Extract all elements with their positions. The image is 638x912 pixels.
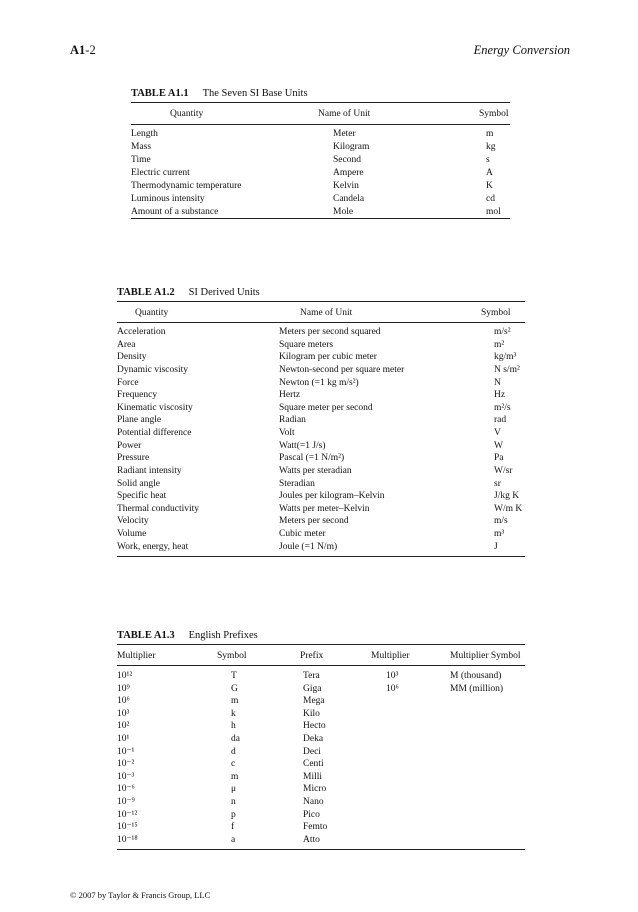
table-cell: Volt [279, 428, 295, 439]
table-cell: m² [494, 339, 505, 350]
column-header: Prefix [300, 651, 324, 661]
table-cell: m/s² [494, 327, 511, 337]
table-cell: 10¹ [117, 734, 130, 744]
rule [117, 644, 525, 645]
table-cell: Deka [303, 734, 324, 744]
table-cell: Solid angle [117, 478, 161, 489]
table-cell: Milli [303, 771, 323, 782]
table-cell: Area [117, 339, 136, 350]
table-cell: Kilogram [333, 142, 370, 152]
table-cell: f [231, 822, 235, 833]
table-cell: Amount of a substance [131, 207, 219, 217]
table-cell: Length [131, 129, 158, 139]
table-cell: 10⁶ [117, 696, 130, 707]
table-cell: Watt(=1 J/s) [279, 440, 326, 451]
table-cell: 10⁻⁶ [117, 784, 135, 795]
table-cell: Steradian [279, 478, 315, 489]
table-cell: 10⁻³ [117, 771, 135, 782]
table-cell: m [231, 696, 239, 707]
table-cell: 10³ [386, 671, 399, 681]
table-cell: Hertz [279, 390, 301, 401]
table-cell: 10⁻¹² [117, 809, 138, 820]
table-cell: Giga [303, 683, 322, 694]
table-cell: Newton (=1 kg m/s²) [279, 377, 359, 388]
table-cell: T [231, 671, 237, 681]
table-cell: Cubic meter [279, 529, 326, 540]
table-a1-3-caption: TABLE A1.3 English Prefixes [117, 630, 258, 641]
table-cell: p [231, 809, 236, 820]
table-cell: c [231, 759, 236, 770]
table-cell: Dynamic viscosity [117, 364, 188, 375]
table-cell: Joules per kilogram–Kelvin [279, 491, 385, 502]
column-header: Quantity [135, 308, 169, 318]
table-cell: A [486, 168, 493, 178]
table-cell: Specific heat [117, 491, 167, 502]
table-cell: 10⁻¹⁵ [117, 822, 138, 833]
table-cell: Femto [303, 822, 328, 833]
table-cell: m²/s [494, 402, 511, 413]
table-cell: Pa [494, 453, 504, 464]
table-cell: 10⁻¹ [117, 746, 135, 757]
table-cell: J [494, 541, 498, 552]
table-cell: Pascal (=1 N/m²) [279, 453, 345, 464]
table-cell: J/kg K [494, 491, 520, 502]
table-cell: Meters per second squared [279, 327, 381, 337]
table-cell: Centi [303, 759, 324, 770]
table-cell: K [486, 181, 493, 191]
table-cell: Newton-second per square meter [279, 364, 405, 375]
table-cell: Density [117, 352, 147, 363]
table-cell: Square meter per second [279, 402, 373, 413]
table-cell: Plane angle [117, 415, 162, 426]
table-cell: sr [494, 478, 501, 489]
rule [131, 218, 510, 219]
rule [117, 556, 525, 557]
rule [117, 301, 525, 302]
column-header: Symbol [479, 109, 509, 119]
column-header: Name of Unit [300, 308, 353, 318]
table-cell: V [494, 428, 501, 439]
table-cell: Meter [333, 129, 356, 139]
table-cell: Tera [303, 671, 320, 681]
table-cell: Luminous intensity [131, 194, 205, 204]
table-cell: Thermal conductivity [117, 503, 200, 514]
column-header: Multiplier [371, 651, 410, 661]
table-cell: Ampere [333, 168, 364, 178]
table-cell: N [494, 377, 501, 388]
table-cell: N s/m² [494, 364, 520, 375]
column-header: Multiplier Symbol [450, 651, 521, 661]
table-a1-2-caption: TABLE A1.2 SI Derived Units [117, 287, 260, 298]
table-cell: Work, energy, heat [117, 541, 189, 552]
table-cell: Kilogram per cubic meter [279, 352, 377, 363]
table-cell: Velocity [117, 516, 149, 527]
rule [117, 849, 525, 850]
table-cell: Electric current [131, 168, 190, 178]
page-number: A1-2 [70, 43, 96, 57]
column-header: Quantity [170, 109, 204, 119]
table-cell: Micro [303, 784, 327, 795]
table-cell: G [231, 683, 238, 694]
table-cell: kg/m³ [494, 352, 517, 363]
rule [131, 124, 510, 125]
table-cell: Hecto [303, 721, 326, 732]
running-head-title: Energy Conversion [473, 43, 570, 57]
table-cell: Frequency [117, 390, 158, 401]
table-cell: 10¹² [117, 671, 133, 681]
table-cell: Kilo [303, 708, 320, 719]
table-cell: h [231, 721, 236, 732]
table-cell: 10⁻¹⁸ [117, 834, 138, 845]
table-cell: Mass [131, 142, 152, 152]
table-cell: M (thousand) [450, 671, 502, 681]
table-cell: μ [231, 784, 237, 795]
table-cell: rad [494, 415, 507, 426]
table-cell: m/s [494, 516, 508, 527]
table-cell: 10² [117, 721, 130, 732]
table-cell: Mega [303, 696, 325, 707]
table-cell: m [486, 129, 494, 139]
table-cell: Volume [117, 529, 147, 540]
table-cell: Time [131, 155, 151, 165]
column-header: Symbol [481, 308, 511, 318]
table-cell: Kinematic viscosity [117, 402, 193, 413]
table-cell: Nano [303, 797, 324, 807]
table-cell: 10³ [117, 708, 130, 719]
table-cell: Pressure [117, 453, 150, 464]
table-cell: k [231, 708, 236, 719]
table-cell: Deci [303, 746, 321, 757]
table-cell: Meters per second [279, 516, 349, 527]
table-cell: Pico [303, 809, 320, 820]
table-cell: Watts per meter–Kelvin [279, 503, 370, 514]
table-cell: Thermodynamic temperature [131, 181, 242, 191]
table-cell: Radiant intensity [117, 465, 182, 476]
table-cell: n [231, 797, 236, 807]
copyright-footer: © 2007 by Taylor & Francis Group, LLC [70, 890, 211, 900]
table-cell: m [231, 771, 239, 782]
column-header: Name of Unit [318, 109, 371, 119]
table-cell: 10⁹ [117, 683, 130, 694]
table-cell: Square meters [279, 339, 334, 350]
table-cell: Atto [303, 834, 320, 845]
table-cell: da [231, 734, 240, 744]
table-cell: Hz [494, 390, 506, 401]
table-cell: s [486, 155, 490, 165]
rule [117, 665, 525, 666]
table-cell: Second [333, 155, 361, 165]
table-a1-1-caption: TABLE A1.1 The Seven SI Base Units [131, 88, 308, 99]
table-cell: Potential difference [117, 428, 192, 439]
table-cell: W [494, 440, 503, 451]
table-cell: Candela [333, 194, 365, 204]
rule [131, 102, 510, 103]
table-cell: W/sr [494, 465, 513, 476]
table-cell: Joule (=1 N/m) [279, 541, 338, 552]
table-cell: d [231, 746, 236, 757]
table-cell: Mole [333, 207, 354, 217]
column-header: Symbol [217, 651, 247, 661]
table-cell: mol [486, 207, 501, 217]
table-cell: Power [117, 440, 142, 451]
table-cell: Acceleration [117, 327, 166, 337]
column-header: Multiplier [117, 651, 156, 661]
rule [117, 322, 525, 323]
table-cell: kg [486, 142, 496, 152]
table-cell: a [231, 834, 236, 845]
table-cell: 10⁻⁹ [117, 797, 135, 807]
table-cell: 10⁶ [386, 683, 399, 694]
table-cell: cd [486, 194, 495, 204]
table-cell: 10⁻² [117, 759, 135, 770]
table-cell: Kelvin [333, 181, 359, 191]
table-cell: Force [117, 377, 139, 388]
table-cell: Watts per steradian [279, 465, 352, 476]
table-cell: W/m K [494, 503, 523, 514]
table-cell: m³ [494, 529, 505, 540]
table-cell: Radian [279, 415, 306, 426]
table-cell: MM (million) [450, 683, 504, 694]
